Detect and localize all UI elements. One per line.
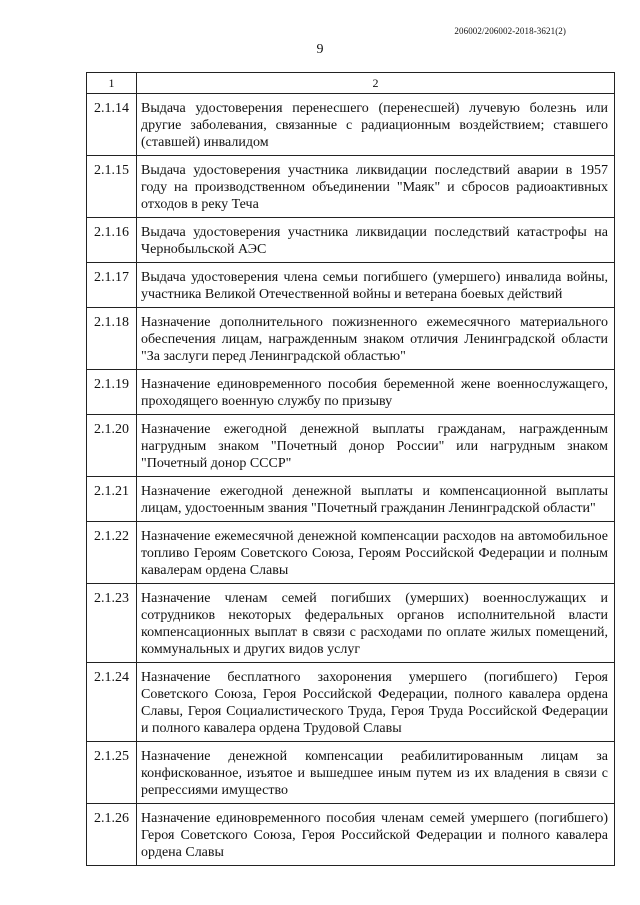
table-row [87,742,615,804]
row-number: 2.1.24 [87,663,137,742]
table-row [87,522,615,584]
column-header-1: 1 [87,73,137,94]
table-row [87,663,615,742]
table-row [87,370,615,415]
row-number: 2.1.14 [87,94,137,156]
row-description: Назначение единовременного пособия беременной жене военнослужащего, проходящего военную службу по призыву [137,370,615,415]
row-number: 2.1.18 [87,308,137,370]
row-number: 2.1.22 [87,522,137,584]
row-number: 2.1.20 [87,415,137,477]
page-number: 9 [316,42,324,57]
document-reference: 206002/206002-2018-3621(2) [454,26,566,36]
row-description: Выдача удостоверения участника ликвидации последствий аварии в 1957 году на производственном объединении "Маяк" и сбросов радиоактивных отходов в реку Теча [137,156,615,218]
row-description: Назначение ежегодной денежной выплаты и компенсационной выплаты лицам, удостоенным звания "Почетный гражданин Ленинградской области" [137,477,615,522]
table-row [87,94,615,156]
row-number: 2.1.25 [87,742,137,804]
row-description: Выдача удостоверения члена семьи погибшего (умершего) инвалида войны, участника Великой Отечественной войны и ветерана боевых действий [137,263,615,308]
row-number: 2.1.16 [87,218,137,263]
row-number: 2.1.17 [87,263,137,308]
row-number: 2.1.23 [87,584,137,663]
table-row [87,804,615,866]
row-description: Назначение членам семей погибших (умерших) военнослужащих и сотрудников некоторых федеральных органов исполнительной власти компенсационных выплат в связи с расходами по оплате жилых помещений, коммунальных и других видов услуг [137,584,615,663]
row-description: Назначение ежегодной денежной выплаты гражданам, награжденным нагрудным знаком "Почетный донор России" или нагрудным знаком "Почетный донор СССР" [137,415,615,477]
row-number: 2.1.26 [87,804,137,866]
table-row [87,218,615,263]
row-description: Выдача удостоверения участника ликвидации последствий катастрофы на Чернобыльской АЭС [137,218,615,263]
row-description: Назначение денежной компенсации реабилитированным лицам за конфискованное, изъятое и вышедшее иным путем из их владения в связи с репрессиями имущество [137,742,615,804]
row-number: 2.1.19 [87,370,137,415]
table-row [87,308,615,370]
row-number: 2.1.15 [87,156,137,218]
row-description: Назначение единовременного пособия членам семей умершего (погибшего) Героя Советского Союза, Героя Российской Федерации и полного кавалера ордена Славы [137,804,615,866]
row-description: Выдача удостоверения перенесшего (перенесшей) лучевую болезнь или другие заболевания, связанные с радиационным воздействием; ставшего (ставшей) инвалидом [137,94,615,156]
table-row [87,156,615,218]
table-row [87,584,615,663]
table-row [87,263,615,308]
row-description: Назначение бесплатного захоронения умершего (погибшего) Героя Советского Союза, Героя Российской Федерации, полного кавалера ордена Славы, Героя Социалистического Труда, Героя Труда Российской Федерации и полного кавалера ордена Трудовой Славы [137,663,615,742]
table-row [87,477,615,522]
row-number: 2.1.21 [87,477,137,522]
column-header-2: 2 [137,73,615,94]
table-row [87,415,615,477]
table-header-row [87,73,615,94]
row-description: Назначение дополнительного пожизненного ежемесячного материального обеспечения лицам, награжденным знаком отличия Ленинградской области "За заслуги перед Ленинградской областью" [137,308,615,370]
row-description: Назначение ежемесячной денежной компенсации расходов на автомобильное топливо Героям Советского Союза, Героям Российской Федерации и полным кавалерам ордена Славы [137,522,615,584]
services-table [86,72,615,866]
